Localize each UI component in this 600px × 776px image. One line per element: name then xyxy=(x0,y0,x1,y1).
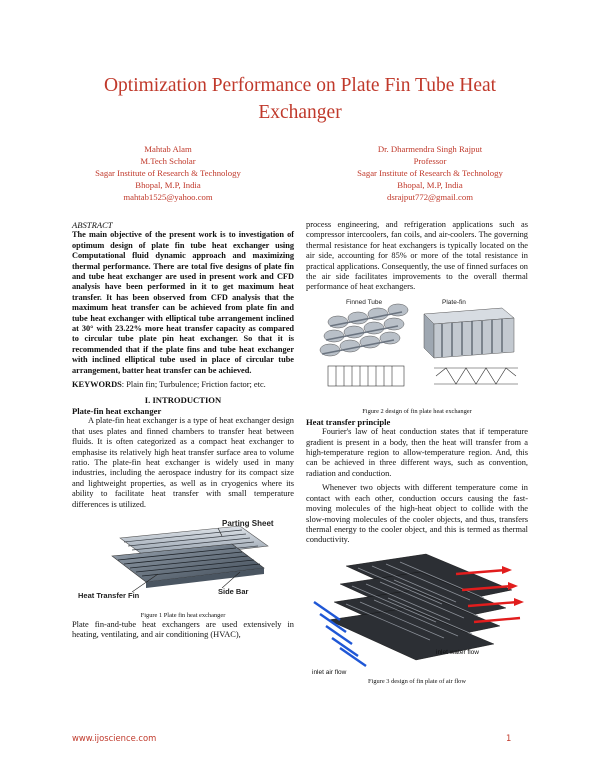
paragraph-hvac: Plate fin-and-tube heat exchangers are used extensively in heating, ventilating, and air conditioning (HVAC), xyxy=(72,619,294,640)
label-side-bar: Side Bar xyxy=(218,586,249,596)
page-number: 1 xyxy=(506,733,512,743)
figure-2-fin-plate-design xyxy=(306,296,528,408)
author-institute: Sagar Institute of Research & Technology xyxy=(357,168,503,178)
label-finned-tube: Finned Tube xyxy=(346,298,383,306)
label-inlet-water-flow: inlet water flow xyxy=(436,648,479,656)
label-parting-sheet: Parting Sheet xyxy=(222,518,274,528)
figure-2-caption: Figure 2 design of fin plate heat exchanger xyxy=(362,407,472,415)
footer-url-link[interactable]: www.ijoscience.com xyxy=(72,733,157,743)
paragraph-conduction: Whenever two objects with different temperature come in contact with each other, conduction occurs causing the fast-moving molecules of the high-heat object to collide with the slow-moving molecules of the cooler objects, and thus, transfers thermal energy to the cooler object, and this is termed as thermal conductivity. xyxy=(306,483,528,545)
author-block-1 xyxy=(58,143,278,203)
author-email: mahtab1525@yahoo.com xyxy=(123,192,213,202)
paper-title: Optimization Performance on Plate Fin Tube Heat Exchanger xyxy=(103,75,497,123)
figure-3-air-flow xyxy=(306,550,528,678)
label-inlet-air-flow: inlet air flow xyxy=(312,668,347,676)
right-column xyxy=(306,220,528,686)
author-block-2 xyxy=(320,143,540,203)
fin-plate-design-illustration xyxy=(306,296,528,408)
subheading-heat-transfer: Heat transfer principle xyxy=(306,416,391,427)
air-flow-illustration xyxy=(306,550,528,678)
author-location: Bhopal, M.P, India xyxy=(397,180,463,190)
figure-3-caption: Figure 3 design of fin plate of air flow xyxy=(368,677,466,685)
abstract-heading: ABSTRACT xyxy=(72,220,113,230)
label-heat-transfer-fin: Heat Transfer Fin xyxy=(78,590,140,600)
label-plate-fin: Plate-fin xyxy=(442,298,466,306)
author-location: Bhopal, M.P, India xyxy=(135,180,201,190)
author-institute: Sagar Institute of Research & Technology xyxy=(95,168,241,178)
author-name: Dr. Dharmendra Singh Rajput xyxy=(377,144,483,154)
paragraph-intro: A plate-fin heat exchanger is a type of heat exchanger design that uses plates and finned chambers to transfer heat between fluids. It is often categorized as a compact heat exchanger to emphasise its relatively high heat transfer surface area to volume ratio. The plate-fin heat exchanger is widely used in many industries, including the aerospace industry for its compact size and lightweight properties, as well as in cryogenics where its ability to facilitate heat transfer with small temperature differences is utilized. xyxy=(72,416,294,509)
subheading-plate-fin: Plate-fin heat exchanger xyxy=(72,405,162,416)
keywords xyxy=(72,380,294,390)
paragraph-fourier: Fourier's law of heat conduction states that if temperature gradient is present in a body, then the heat will transfer from a high-temperature region to allow-temperature region. And, this can be achieved in three different ways, such as convention, radiation and conduction. xyxy=(306,427,528,478)
paragraph-process: process engineering, and refrigeration applications such as compressor intercoolers, fan coils, and air-coolers. The governing thermal resistance for heat exchangers is typically located on the air side, accounting for 85% or more of the total resistance in practical applications. Consequently, the use of finned surfaces on the air side facilitates improvements to the overall thermal performance of heat exchangers. xyxy=(306,220,528,292)
author-email: dsrajput772@gmail.com xyxy=(387,192,473,202)
keywords-label: KEYWORDS xyxy=(72,380,122,390)
keywords-text: : Plain fin; Turbulence; Friction factor; etc. xyxy=(121,380,266,390)
author-name: Mahtab Alam xyxy=(144,144,192,154)
figure-1-caption: Figure 1 Plate fin heat exchanger xyxy=(140,611,226,619)
left-column xyxy=(72,220,294,641)
figure-1-plate-fin-exchanger xyxy=(72,516,294,612)
section-heading-introduction: I. INTRODUCTION xyxy=(144,394,222,405)
abstract-text: The main objective of the present work is to investigation of optimum design of plate fin tube heat exchanger using Computational fluid dynamic approach and maximizing thermal performance. There are total five designs of plate fin and tube heat exchanger are used in present work and CFD analysis have been performed in it to get maximum heat transfer. It has been observed from CFD analysis that the maximum heat transfer can be achieved from plate fin and tube heat exchanger with elliptical tube arrangement inclined at 30° with 23.22% more heat transfer capacity as compared to circular tube plate pin heat exchanger. So that it is recommended that if the plate fins and tube heat exchanger with inclined elliptical tube used in place of circular tube arrangement, batter heat transfer can be achieved. xyxy=(72,230,294,375)
plate-fin-illustration xyxy=(72,516,294,612)
author-role: M.Tech Scholar xyxy=(140,156,196,166)
author-role: Professor xyxy=(413,156,447,166)
